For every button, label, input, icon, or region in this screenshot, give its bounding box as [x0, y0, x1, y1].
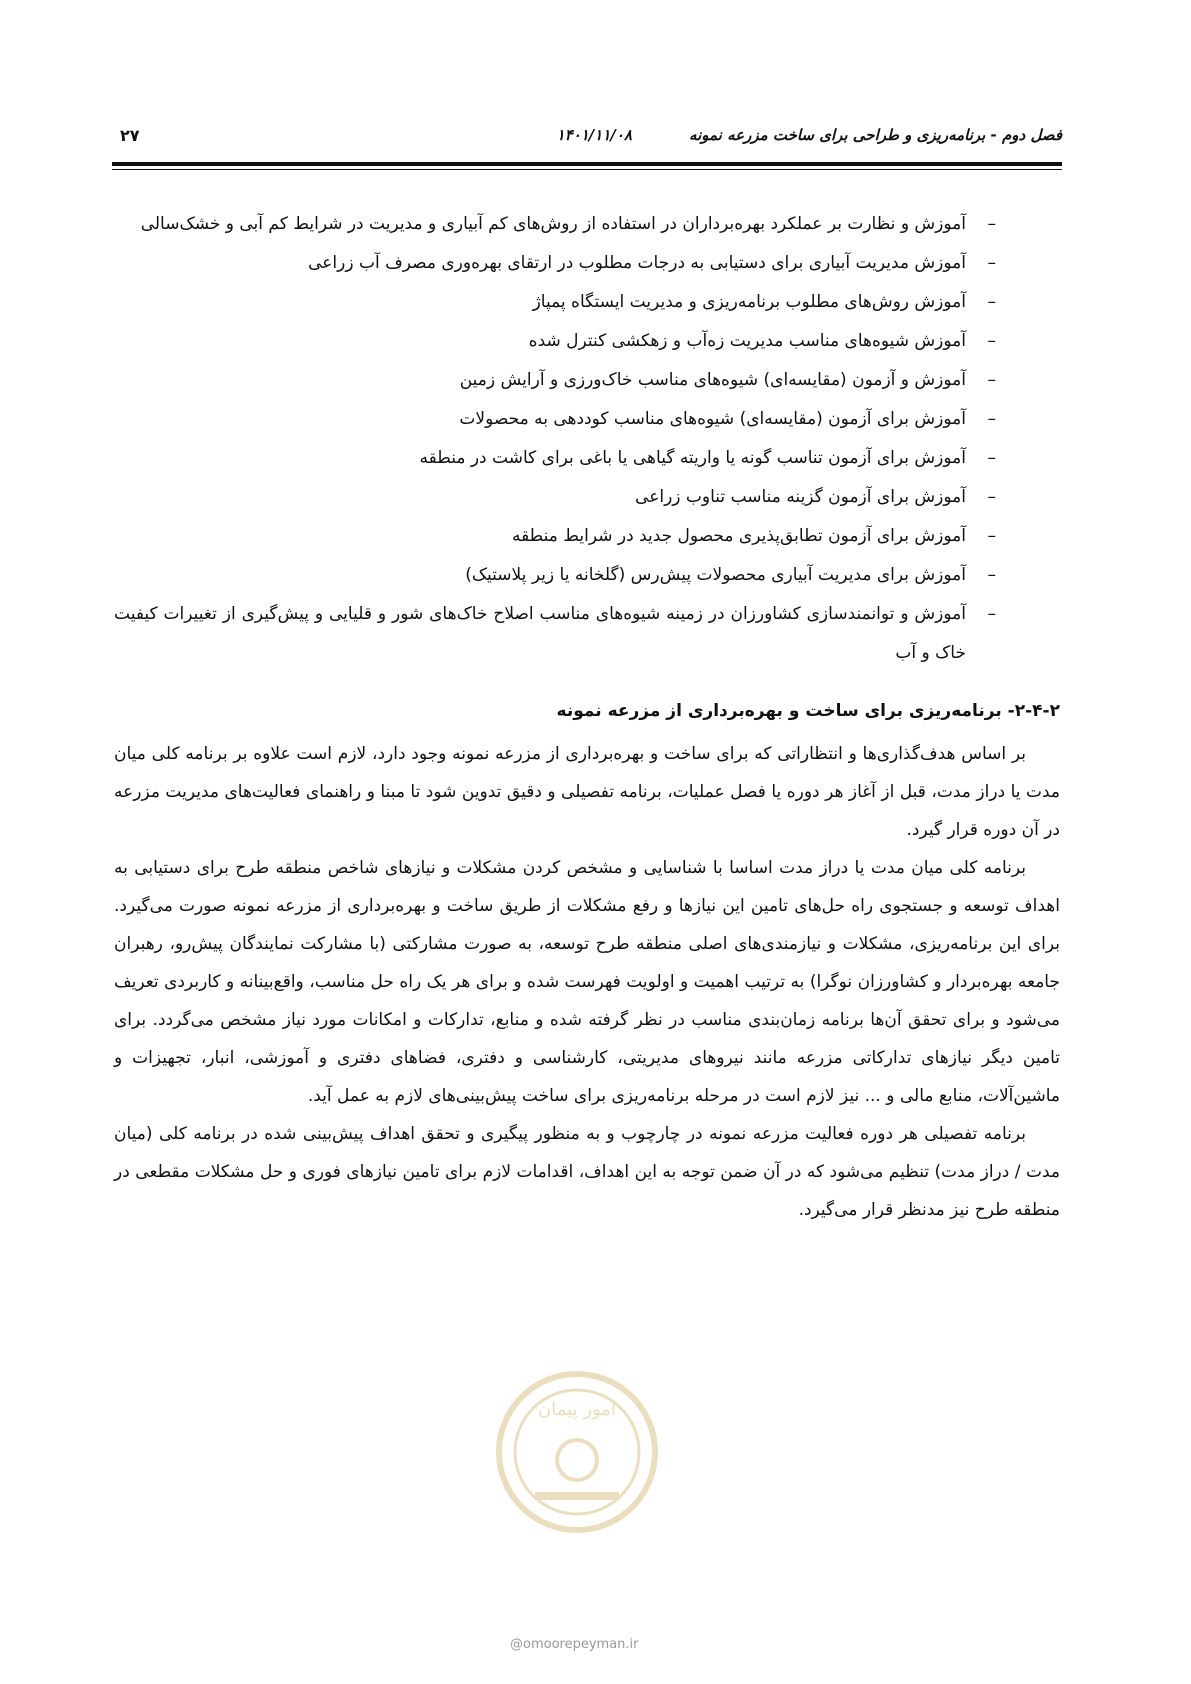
list-item: – آموزش و نظارت بر عملکرد بهره‌برداران در استفاده از روش‌های کم آبیاری و مدیریت در شرایط کم آبی و خشک‌سالی	[114, 205, 1060, 244]
paragraph: برنامه کلی میان مدت یا دراز مدت اساسا با شناسایی و مشخص کردن مشکلات و نیازهای شاخص منطقه طرح برای دستیابی به اهداف توسعه و جستجوی راه حل‌های تامین این نیازها و رفع مشکلات از طریق ساخت و بهره‌برداری از مزرعه نمونه صورت می‌گیرد. برای این برنامه‌ریزی، مشکلات و نیازمندی‌های اصلی منطقه طرح توسعه، به صورت مشارکتی (با مشارکت نمایندگان پیش‌رو، رهبران جامعه بهره‌بردار و کشاورزان نوگرا) به ترتیب اهمیت و اولویت فهرست شده و برای هر یک راه حل مناسب، واقع‌بینانه و کاربردی تعریف می‌شود و برای تحقق آن‌ها برنامه زمان‌بندی مناسب در نظر گرفته شده و منابع، تدارکات و امکانات مورد نیاز مشخص می‌گردد. برای تامین دیگر نیازهای تدارکاتی مزرعه مانند نیروهای مدیریتی، کارشناسی و دفتری، فضاهای دفتری و آموزشی، انبار، تجهیزات و ماشین‌آلات، منابع مالی و ... نیز لازم است در مرحله برنامه‌ریزی برای ساخت پیش‌بینی‌های لازم به عمل آید.	[114, 858, 1060, 1106]
bullet-dash: –	[987, 292, 996, 312]
list-item: – آموزش و آزمون (مقایسه‌ای) شیوه‌های مناسب خاک‌ورزی و آرایش زمین	[114, 361, 1060, 400]
list-item: – آموزش برای مدیریت آبیاری محصولات پیش‌رس (گلخانه یا زیر پلاستیک)	[114, 556, 1060, 595]
list-item: – آموزش برای آزمون تطابق‌پذیری محصول جدید در شرایط منطقه	[114, 517, 1060, 556]
chapter-title: فصل دوم - برنامه‌ریزی و طراحی برای ساخت مزرعه نمونه	[689, 126, 1062, 144]
page-header	[112, 126, 1062, 154]
bullet-dash: –	[987, 487, 996, 507]
list-item: – آموزش مدیریت آبیاری برای دستیابی به درجات مطلوب در ارتقای بهره‌وری مصرف آب زراعی	[114, 244, 1060, 283]
header-rule-thin	[112, 169, 1062, 170]
paragraph: بر اساس هدف‌گذاری‌ها و انتظاراتی که برای ساخت و بهره‌برداری از مزرعه نمونه وجود دارد، لازم است علاوه بر برنامه کلی میان مدت یا دراز مدت، قبل از آغاز هر دوره یا فصل عملیات، برنامه تفصیلی و دقیق تدوین شود تا مبنا و راهنمای فعالیت‌های مدیریت مزرعه در آن دوره قرار گیرد.	[114, 744, 1060, 840]
bullet-dash: –	[987, 214, 996, 234]
bullet-dash: –	[987, 331, 996, 351]
list-item: – آموزش برای آزمون گزینه مناسب تناوب زراعی	[114, 478, 1060, 517]
list-item: – آموزش و توانمندسازی کشاورزان در زمینه شیوه‌های مناسب اصلاح خاک‌های شور و قلیایی و پیش‌گیری از تغییرات کیفیت خاک و آب	[114, 595, 1060, 673]
watermark-seal-icon	[495, 1370, 660, 1535]
page-content	[114, 205, 1060, 1229]
header-rule-thick	[112, 162, 1062, 166]
bullet-dash: –	[987, 409, 996, 429]
bullet-dash: –	[987, 565, 996, 585]
header-date: ۱۴۰۱/۱۱/۰۸	[556, 126, 632, 144]
bullet-dash: –	[987, 526, 996, 546]
list-item: – آموزش برای آزمون تناسب گونه یا واریته گیاهی یا باغی برای کاشت در منطقه	[114, 439, 1060, 478]
bullet-dash: –	[987, 448, 996, 468]
paragraph: برنامه تفصیلی هر دوره فعالیت مزرعه نمونه در چارچوب و به منظور پیگیری و تحقق اهداف پیش‌بینی شده در برنامه کلی (میان مدت / دراز مدت) تنظیم می‌شود که در آن ضمن توجه به این اهداف، اقدامات لازم برای تامین نیازهای فوری و حل مشکلات مقطعی در منطقه طرح نیز مدنظر قرار می‌گیرد.	[114, 1124, 1060, 1220]
bullet-dash: –	[987, 370, 996, 390]
bullet-dash: –	[987, 253, 996, 273]
list-item: – آموزش برای آزمون (مقایسه‌ای) شیوه‌های مناسب کوددهی به محصولات	[114, 400, 1060, 439]
list-item: – آموزش روش‌های مطلوب برنامه‌ریزی و مدیریت ایستگاه پمپاژ	[114, 283, 1060, 322]
list-item: – آموزش شیوه‌های مناسب مدیریت زه‌آب و زهکشی کنترل شده	[114, 322, 1060, 361]
seal-text: امور پیمان	[538, 1399, 616, 1420]
page-number: ۲۷	[120, 126, 140, 145]
section-heading: ۲-۴-۲- برنامه‌ریزی برای ساخت و بهره‌برداری از مزرعه نمونه	[556, 701, 1060, 721]
bullet-list	[114, 205, 1060, 673]
bullet-dash: –	[987, 604, 996, 624]
watermark-url: @omoorepeyman.ir	[510, 1637, 639, 1652]
